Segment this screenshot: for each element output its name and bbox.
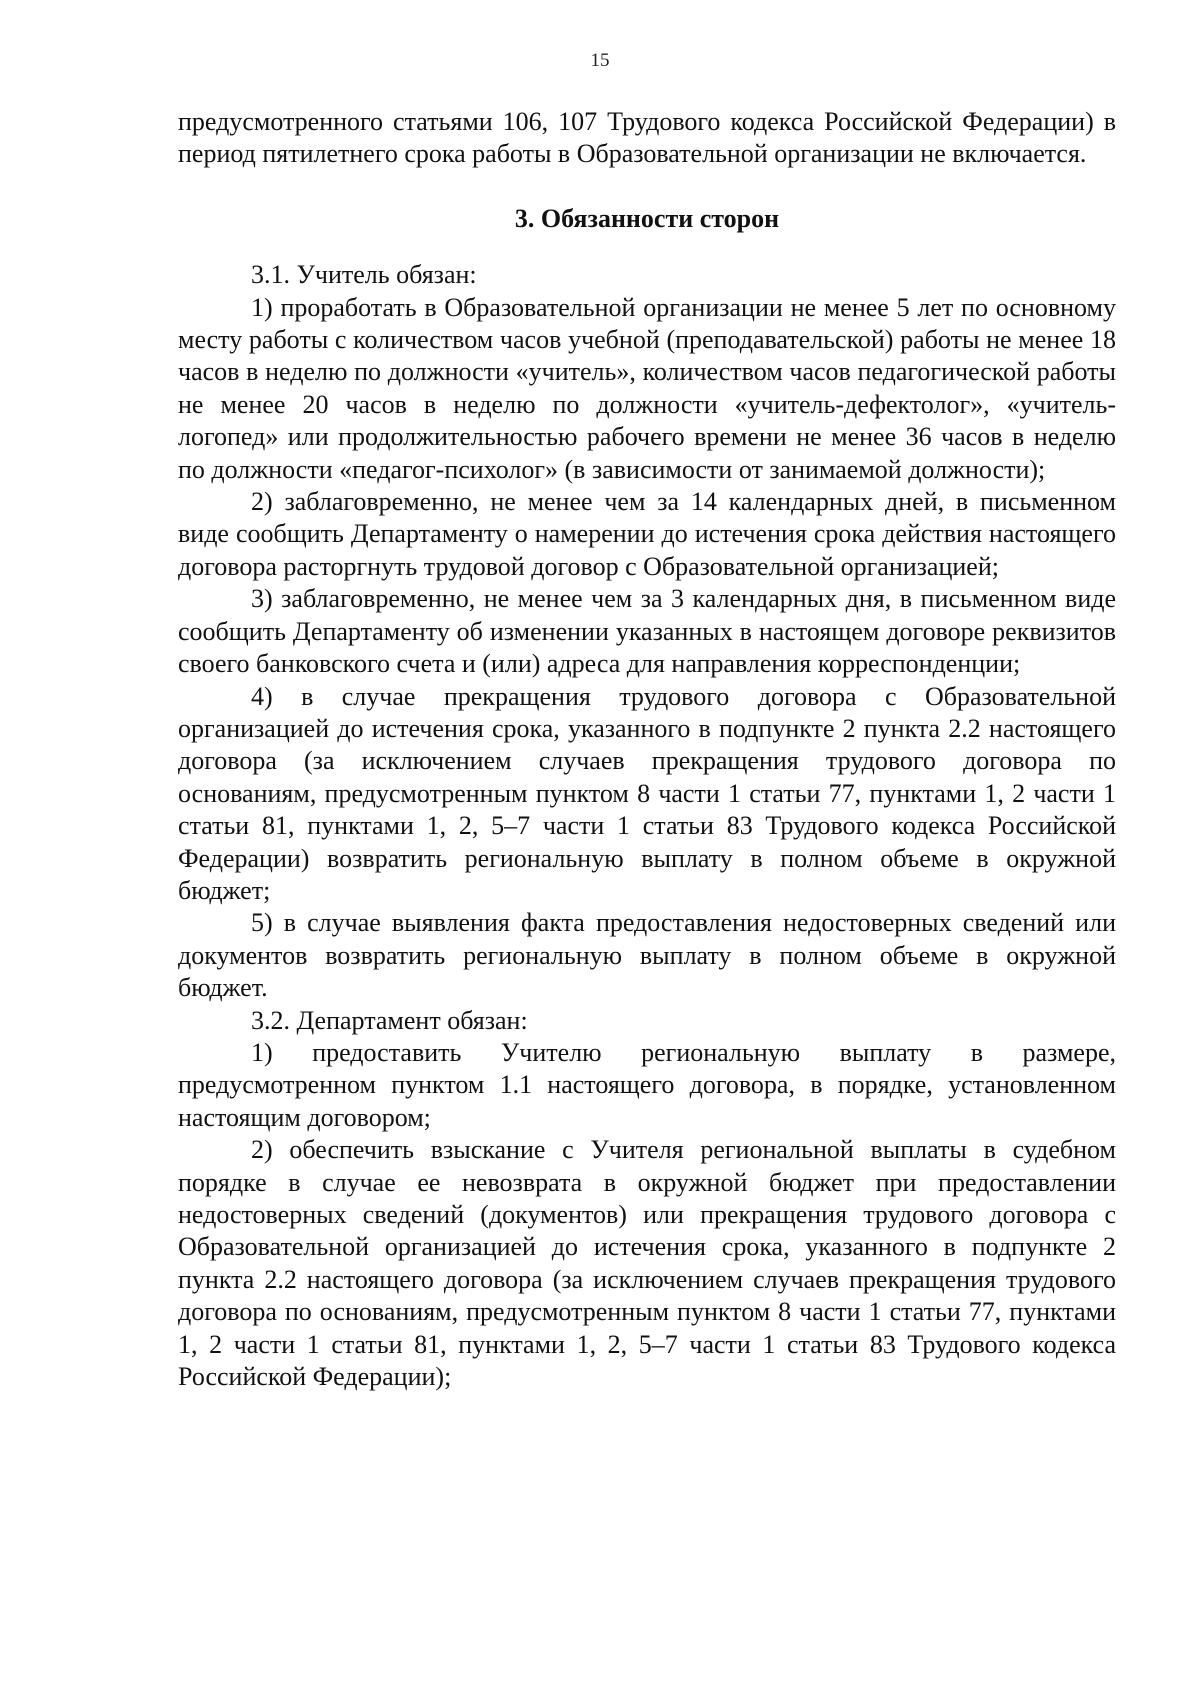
section-3-1-item: 3) заблаговременно, не менее чем за 3 календарных дня, в письменном виде сообщить Департаменту об изменении указанных в настоящем договоре реквизитов своего банковского счета и (или) адреса для направления корреспонденции; (178, 584, 1116, 679)
section-3-1-item: 2) заблаговременно, не менее чем за 14 календарных дней, в письменном виде сообщить Департаменту о намерении до истечения срока действия настоящего договора расторгнуть трудовой договор с Образовательной организацией; (178, 487, 1116, 581)
document-body (178, 106, 1116, 1393)
section-3-1-item: 5) в случае выявления факта предоставления недостоверных сведений или документов возвратить региональную выплату в полном объеме в окружной бюджет. (178, 908, 1116, 1003)
section-3-1-item: 1) проработать в Образовательной организации не менее 5 лет по основному месту работы с количеством часов учебной (преподавательской) работы не менее 18 часов в неделю по должности «учитель», количеством часов педагогической работы не менее 20 часов в неделю по должности «учитель-дефектолог», «учитель-логопед» или продолжительностью рабочего времени не менее 36 часов в неделю по должности «педагог-психолог» (в зависимости от занимаемой должности); (178, 292, 1116, 484)
section-3-2-item: 2) обеспечить взыскание с Учителя региональной выплаты в судебном порядке в случае ее невозврата в окружной бюджет при предоставлении недостоверных сведений (документов) или прекращения трудового договора с Образовательной организацией до истечения срока, указанного в подпункте 2 пункта 2.2 настоящего договора (за исключением случаев прекращения трудового договора по основаниям, предусмотренным пунктом 8 части 1 статьи 77, пунктами 1, 2 части 1 статьи 81, пунктами 1, 2, 5–7 части 1 статьи 83 Трудового кодекса Российской Федерации); (178, 1135, 1116, 1392)
section-heading: 3. Обязанности сторон (514, 203, 780, 233)
section-3-1-item: 4) в случае прекращения трудового договора с Образовательной организацией до истечения срока, указанного в подпункте 2 пункта 2.2 настоящего договора (за исключением случаев прекращения трудового договора по основаниям, предусмотренным пунктом 8 части 1 статьи 77, пунктами 1, 2 части 1 статьи 81, пунктами 1, 2, 5–7 части 1 статьи 83 Трудового кодекса Российской Федерации) возвратить региональную выплату в полном объеме в окружной бюджет; (178, 681, 1116, 905)
section-3-2-title: 3.2. Департамент обязан: (251, 1005, 528, 1035)
section-3-1-title: 3.1. Учитель обязан: (251, 260, 477, 290)
intro-paragraph: предусмотренного статьями 106, 107 Трудового кодекса Российской Федерации) в период пятилетнего срока работы в Образовательной организации не включается. (178, 107, 1116, 169)
page-number: 15 (590, 50, 610, 71)
section-3-2-item: 1) предоставить Учителю региональную выплату в размере, предусмотренном пунктом 1.1 настоящего договора, в порядке, установленном настоящим договором; (178, 1037, 1116, 1132)
